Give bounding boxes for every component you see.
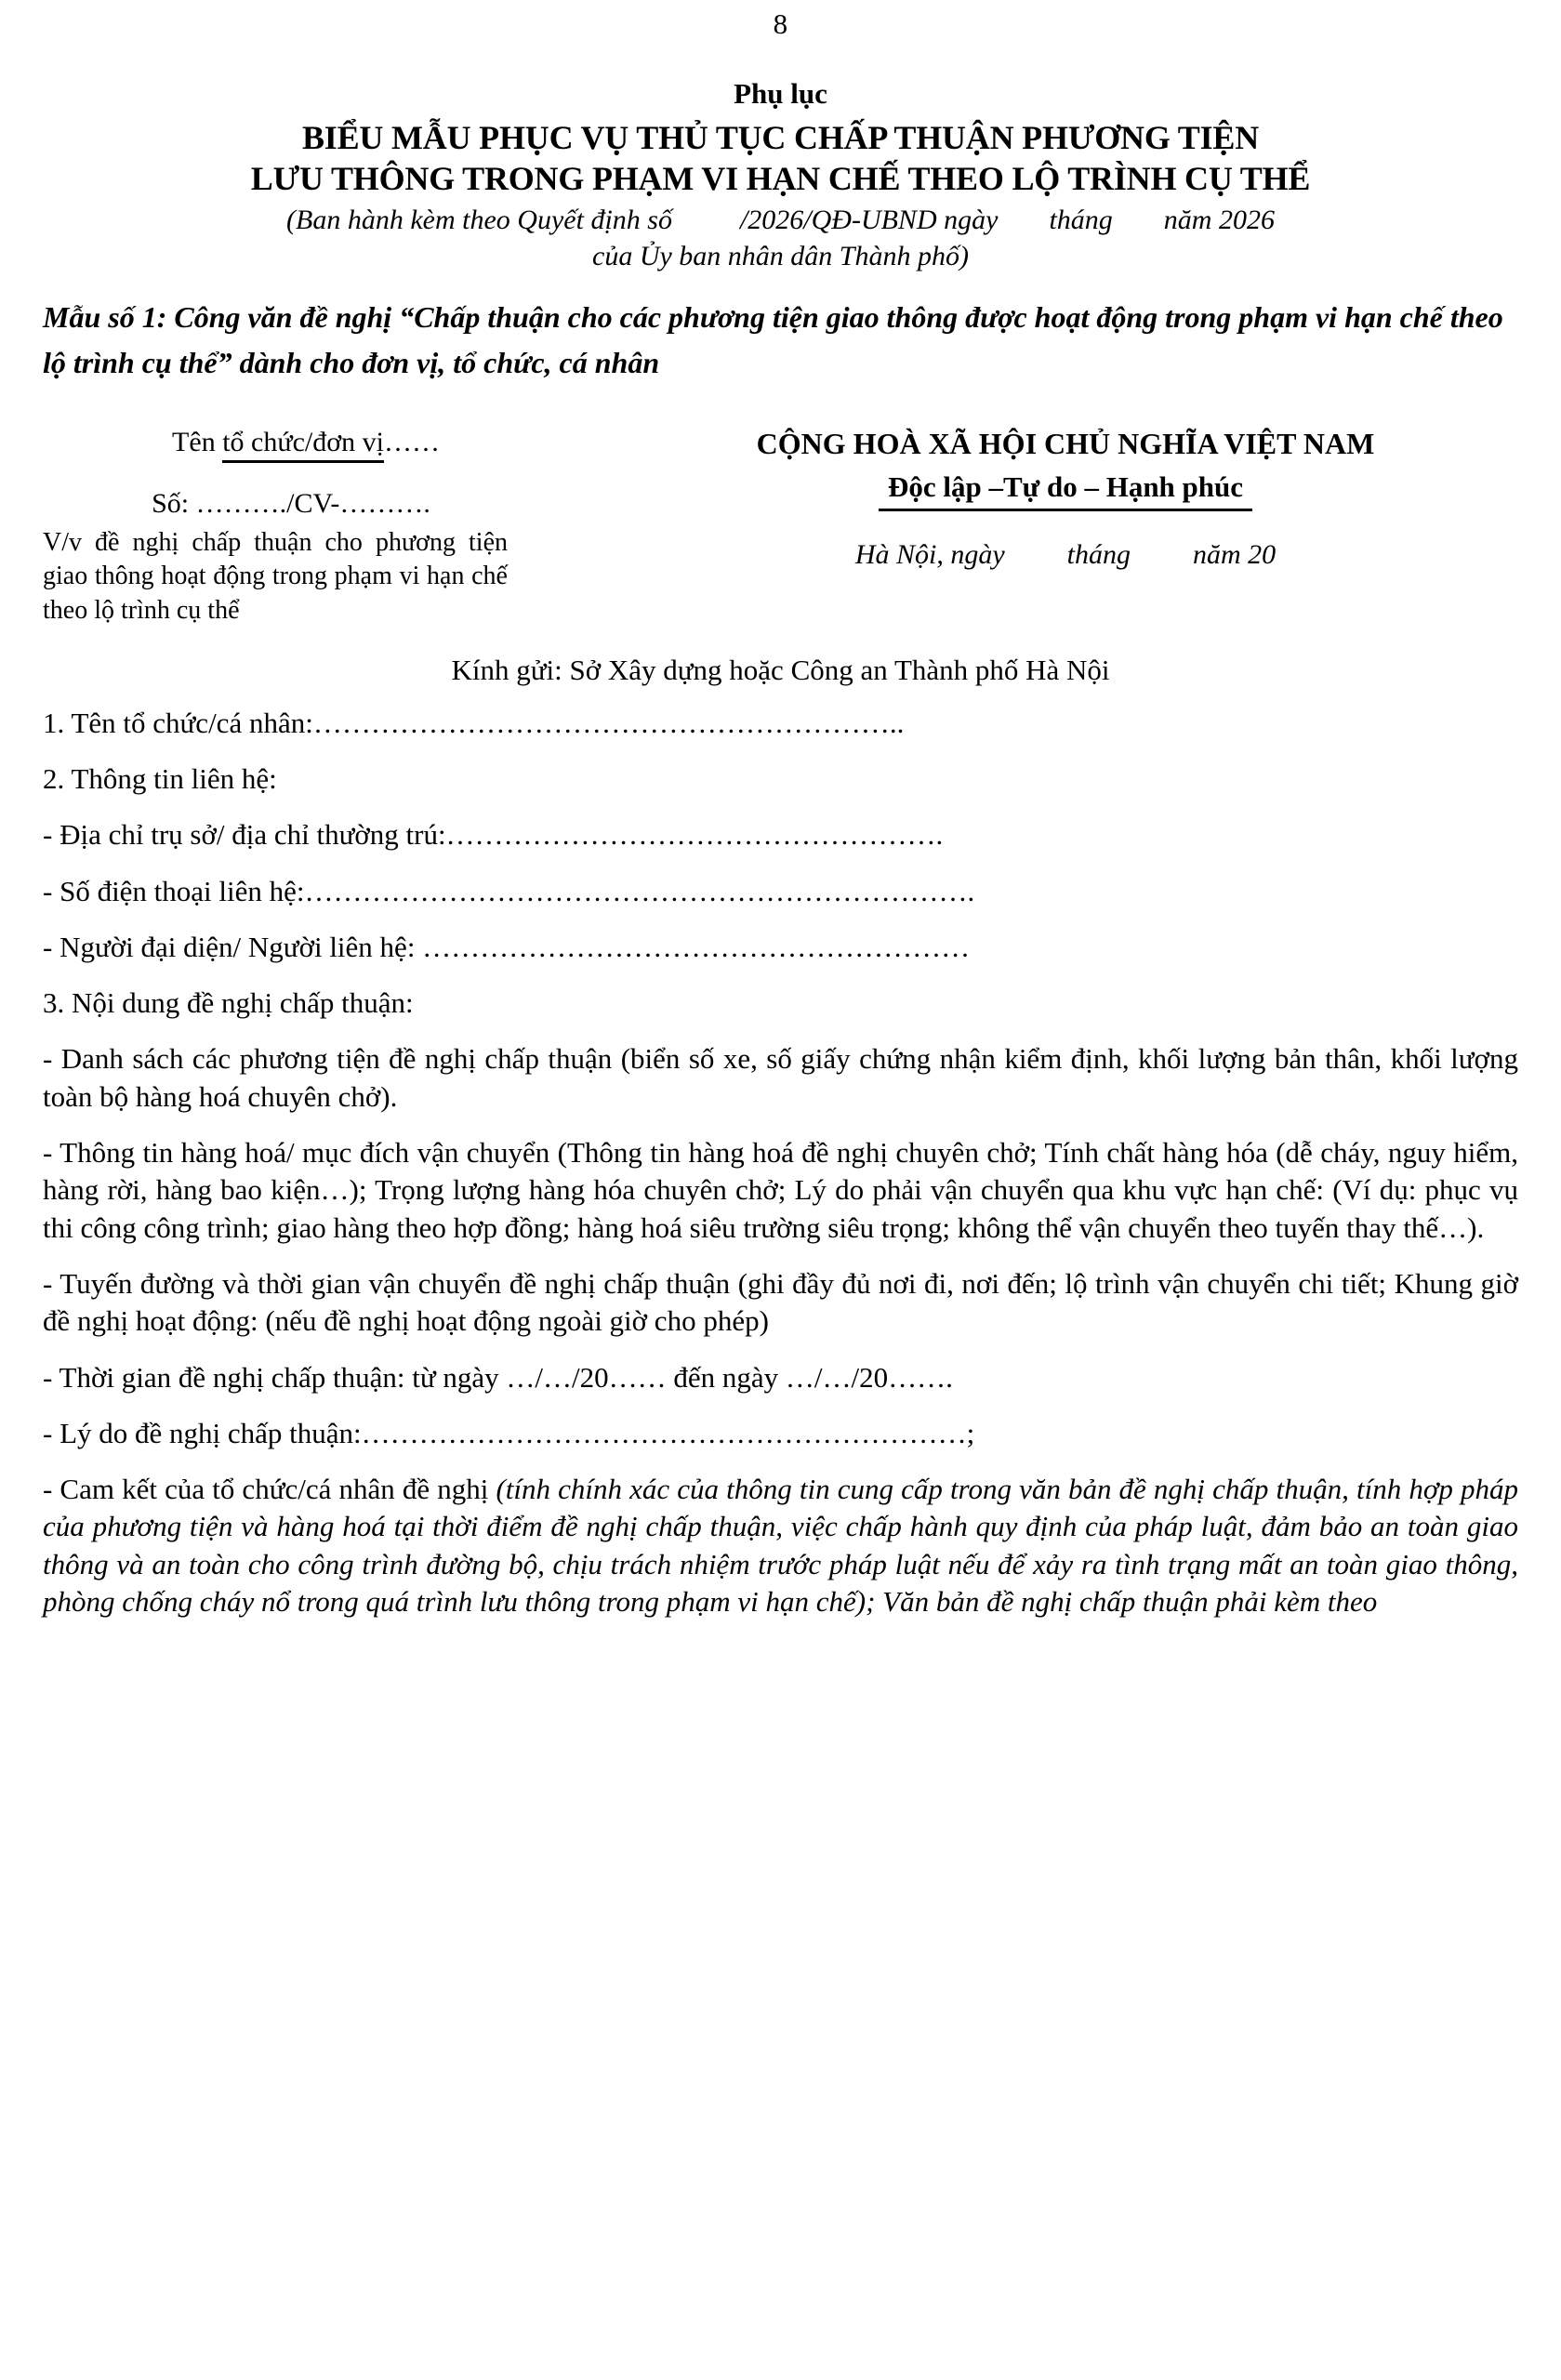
organization-name-line bbox=[43, 426, 563, 458]
issued-year-word: năm 2026 bbox=[1163, 205, 1275, 236]
place-date-month: tháng bbox=[1066, 539, 1131, 571]
letterhead bbox=[43, 426, 1518, 630]
place-date-year: năm 20 bbox=[1193, 539, 1277, 571]
document-subject: V/v đề nghị chấp thuận cho phương tiện giao thông hoạt động trong phạm vi hạn chế theo lộ trình cụ thể bbox=[43, 527, 508, 625]
national-motto: Độc lập –Tự do – Hạnh phúc bbox=[879, 469, 1252, 511]
field-route-and-time: - Tuyến đường và thời gian vận chuyển đề nghị chấp thuận (ghi đầy đủ nơi đi, nơi đến; lộ trình vận chuyển chi tiết; Khung giờ đề nghị hoạt động: (nếu đề nghị hoạt động ngoài giờ cho phép) bbox=[43, 1266, 1518, 1338]
place-date-prefix: Hà Nội, ngày bbox=[854, 539, 1005, 571]
issued-prefix: (Ban hành kèm theo Quyết định số bbox=[286, 205, 672, 236]
document-number: Số: ………./CV-………. bbox=[152, 487, 430, 519]
national-name: CỘNG HOÀ XÃ HỘI CHỦ NGHĨA VIỆT NAM bbox=[756, 427, 1375, 461]
letterhead-left-column bbox=[43, 426, 563, 628]
appendix-label: Phụ lục bbox=[734, 77, 827, 110]
issuing-decision-line-2: của Ủy ban nhân dân Thành phố) bbox=[592, 240, 969, 271]
page-title bbox=[43, 118, 1518, 200]
recipient-line: Kính gửi: Sở Xây dựng hoặc Công an Thành phố Hà Nội bbox=[451, 654, 1110, 687]
field-requested-period: - Thời gian đề nghị chấp thuận: từ ngày …/…/20…… đến ngày …/…/20……. bbox=[43, 1360, 953, 1394]
issued-decision-number: /2026/QĐ-UBND ngày bbox=[739, 205, 999, 236]
section-contact-info: 2. Thông tin liên hệ: bbox=[43, 761, 277, 795]
field-address: - Địa chỉ trụ sở/ địa chỉ thường trú:……………………………………………. bbox=[43, 818, 944, 852]
letterhead-right-column bbox=[601, 426, 1530, 571]
place-and-date bbox=[601, 539, 1530, 571]
form-heading: Mẫu số 1: Công văn đề nghị “Chấp thuận cho các phương tiện giao thông được hoạt động trong phạm vi hạn chế theo lộ trình cụ thể” dành cho đơn vị, tổ chức, cá nhân bbox=[43, 300, 1503, 379]
document-body bbox=[43, 705, 1518, 1621]
field-organization-name: 1. Tên tổ chức/cá nhân:…………………………………………………….. bbox=[43, 706, 905, 739]
organization-name-underlined: tổ chức/đơn vị bbox=[222, 427, 384, 463]
issued-month-word: tháng bbox=[1049, 205, 1113, 236]
commitment-detail: (tính chính xác của thông tin cung cấp trong văn bản đề nghị chấp thuận, tính hợp pháp của phương tiện và hàng hoá tại thời điểm đề nghị chấp thuận, việc chấp hành quy định của pháp luật, đảm bảo an toàn giao thông và an toàn cho công trình đường bộ, chịu trách nhiệm trước pháp luật nếu để xảy ra tình trạng mất an toàn giao thông, phòng chống cháy nổ trong quá trình lưu thông trong phạm vi hạn chế); Văn bản đề nghị chấp thuận phải kèm theo bbox=[43, 1473, 1519, 1619]
field-reason: - Lý do đề nghị chấp thuận:………………………………………………………; bbox=[43, 1416, 975, 1449]
title-line-1: BIỂU MẪU PHỤC VỤ THỦ TỤC CHẤP THUẬN PHƯƠNG TIỆN bbox=[301, 118, 1260, 156]
section-request-content: 3. Nội dung đề nghị chấp thuận: bbox=[43, 986, 414, 1020]
field-cargo-info: - Thông tin hàng hoá/ mục đích vận chuyển (Thông tin hàng hoá đề nghị chuyên chở; Tính chất hàng hóa (dễ cháy, nguy hiểm, hàng rời, hàng bao kiện…); Trọng lượng hàng hóa chuyên chở; Lý do phải vận chuyển qua khu vực hạn chế: (Ví dụ: phục vụ thi công công trình; giao hàng theo hợp đồng; hàng hoá siêu trường siêu trọng; không thể vận chuyển theo tuyến thay thế…). bbox=[43, 1136, 1518, 1244]
field-representative: - Người đại diện/ Người liên hệ: ………………………………………………… bbox=[43, 930, 971, 963]
field-commitment bbox=[43, 1471, 1518, 1620]
issuing-decision-line-1 bbox=[43, 203, 1518, 238]
issuing-decision-note bbox=[43, 203, 1518, 274]
organization-name-prefix: Tên bbox=[172, 427, 223, 458]
organization-name-suffix: …… bbox=[383, 427, 440, 458]
commitment-lead: - Cam kết của tổ chức/cá nhân đề nghị bbox=[43, 1473, 496, 1506]
field-vehicle-list: - Danh sách các phương tiện đề nghị chấp thuận (biển số xe, số giấy chứng nhận kiểm định, khối lượng bản thân, khối lượng toàn bộ hàng hoá chuyên chở). bbox=[43, 1042, 1518, 1113]
title-line-2: LƯU THÔNG TRONG PHẠM VI HẠN CHẾ THEO LỘ TRÌNH CỤ THỂ bbox=[250, 159, 1311, 197]
page-number: 8 bbox=[773, 7, 788, 40]
field-phone: - Số điện thoại liên hệ:……………………………………………………………. bbox=[43, 874, 975, 907]
